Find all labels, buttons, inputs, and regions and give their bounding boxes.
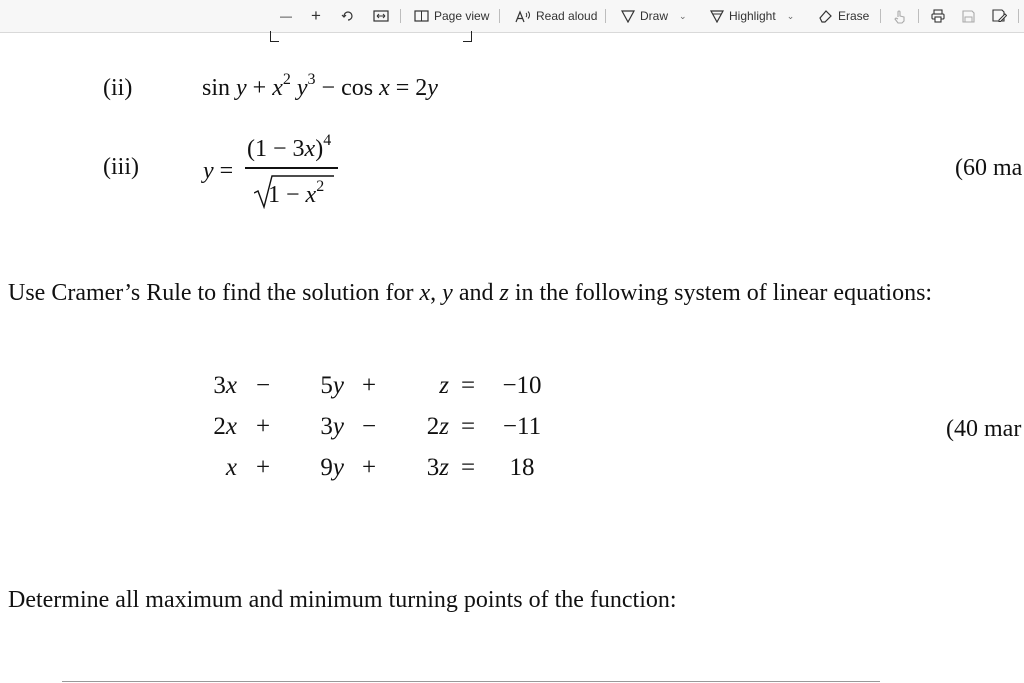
save-as-icon [992,9,1007,23]
equation-term [344,447,394,488]
equals-sign: = [219,158,234,184]
equation-term [195,447,237,488]
equation-term [394,365,449,406]
variable-x: x [305,182,317,208]
term-text: −11 [502,412,542,440]
term-text: −10 [502,371,542,399]
zoom-in-button[interactable] [311,0,321,32]
page-edge [62,681,880,682]
term-text: = [460,371,476,399]
term-text: + [255,453,271,481]
variable-x: x [304,136,316,162]
text-segment: , [430,280,443,306]
term-text: = [460,453,476,481]
equation-row [195,365,557,406]
exponent: 2 [282,71,291,88]
variable: y [332,453,344,481]
rotate-button[interactable] [341,0,355,32]
highlight-button[interactable] [710,0,794,32]
variable: z [439,371,449,399]
page-bracket-left [270,31,279,42]
equals-sign: = [395,75,410,101]
toolbar-divider [1018,9,1019,23]
variable: z [439,412,449,440]
text-segment: Use Cramer’s Rule to find the solution for [8,280,420,306]
equation-term [195,406,237,447]
text-segment: in the following system of linear equations: [508,280,933,306]
rotate-icon [341,9,355,23]
read-aloud-button[interactable] [515,0,597,32]
item-iii-label: (iii) [103,154,139,180]
toolbar-divider [880,9,881,23]
chevron-down-icon[interactable]: ⌄ [679,10,687,21]
equation-term [344,406,394,447]
erase-button[interactable] [818,0,869,32]
read-aloud-icon [515,10,531,23]
text-segment: and [452,280,500,306]
fraction-numerator [247,132,332,162]
save-as-button[interactable] [992,0,1007,32]
equation-term [449,447,487,488]
draw-button[interactable] [621,0,687,32]
equation-term [449,406,487,447]
touch-button[interactable] [893,0,906,32]
term-text: 3 [320,412,333,440]
print-button[interactable] [931,0,945,32]
numerator-text: (1 − 3 [247,136,305,162]
draw-label: Draw [640,9,669,23]
term-text: − [361,412,377,440]
variable: x [225,453,237,481]
term-text: 2 [213,412,226,440]
term-text: 5 [320,371,333,399]
equation-term [289,447,344,488]
equation-term [487,365,557,406]
toolbar-divider [918,9,919,23]
variable-y: y [296,75,308,101]
numerator-paren: ) [315,136,324,162]
plus-operator: + [252,75,267,101]
marks-label: (40 mar [946,416,1022,442]
variable-y: y [442,280,453,306]
equation-term [487,406,557,447]
term-text: 9 [320,453,333,481]
exponent: 4 [323,132,332,149]
variable: x [225,371,237,399]
variable-z: z [499,280,509,306]
toolbar-divider [499,9,500,23]
linear-system [195,365,557,488]
equation-term [237,365,289,406]
chevron-down-icon[interactable]: ⌄ [786,10,795,21]
highlight-icon [710,9,724,23]
term-text: 2 [426,412,440,440]
term-text: + [361,453,377,481]
equation-term [394,447,449,488]
term-text: = [460,412,476,440]
equation-term [344,365,394,406]
save-button[interactable] [962,0,975,32]
variable: x [225,412,237,440]
variable-y: y [236,75,247,101]
turning-points-text: Determine all maximum and minimum turning points of the function: [8,587,677,613]
marks-label: (60 ma [955,155,1023,181]
term-text: + [255,412,271,440]
equation-term [449,365,487,406]
printer-icon [931,9,945,23]
fraction-bar [245,167,338,169]
touch-icon [893,9,906,24]
page-view-label: Page view [434,9,490,23]
sin-operator: sin [202,75,231,101]
erase-label: Erase [838,9,870,23]
read-aloud-label: Read aloud [536,9,598,23]
equation-term [289,406,344,447]
page-view-icon [414,10,429,22]
variable-x: x [419,280,431,306]
fit-page-icon [373,10,389,22]
coefficient: 2 [415,75,428,101]
variable: z [439,453,449,481]
cos-operator: − cos [321,75,374,101]
zoom-in-label: + [311,6,321,25]
zoom-out-button[interactable] [280,0,292,32]
cramer-question-text [8,281,932,305]
term-text: 3 [213,371,226,399]
term-text: + [361,371,377,399]
variable: y [332,371,344,399]
draw-icon [621,9,635,23]
term-text: 18 [509,453,535,481]
variable: y [332,412,344,440]
highlight-label: Highlight [729,9,776,23]
toolbar-divider [400,9,401,23]
equation-term [289,365,344,406]
variable-x: x [272,75,283,101]
equation-iii-lhs [203,159,233,183]
page-view-button[interactable] [414,0,489,32]
term-text: − [255,371,271,399]
equation-term [195,365,237,406]
zoom-out-label: — [280,9,292,23]
equation-term [487,447,557,488]
variable-y: y [203,158,214,184]
eraser-icon [818,9,833,23]
page-bracket-right [463,31,472,42]
fraction-denominator [268,178,325,208]
exponent: 3 [307,71,316,88]
equation-ii [202,71,438,101]
item-ii-label: (ii) [103,75,133,101]
equation-row [195,406,557,447]
equation-term [394,406,449,447]
save-icon [962,10,975,23]
variable-y: y [427,75,438,101]
exponent: 2 [316,178,325,195]
fit-page-button[interactable] [373,0,389,32]
equation-term [237,447,289,488]
equation-row [195,447,557,488]
pdf-toolbar [0,0,1024,33]
equation-term [237,406,289,447]
term-text: 3 [426,453,440,481]
variable-x: x [379,75,390,101]
toolbar-divider [605,9,606,23]
denominator-text: 1 − [268,182,300,208]
